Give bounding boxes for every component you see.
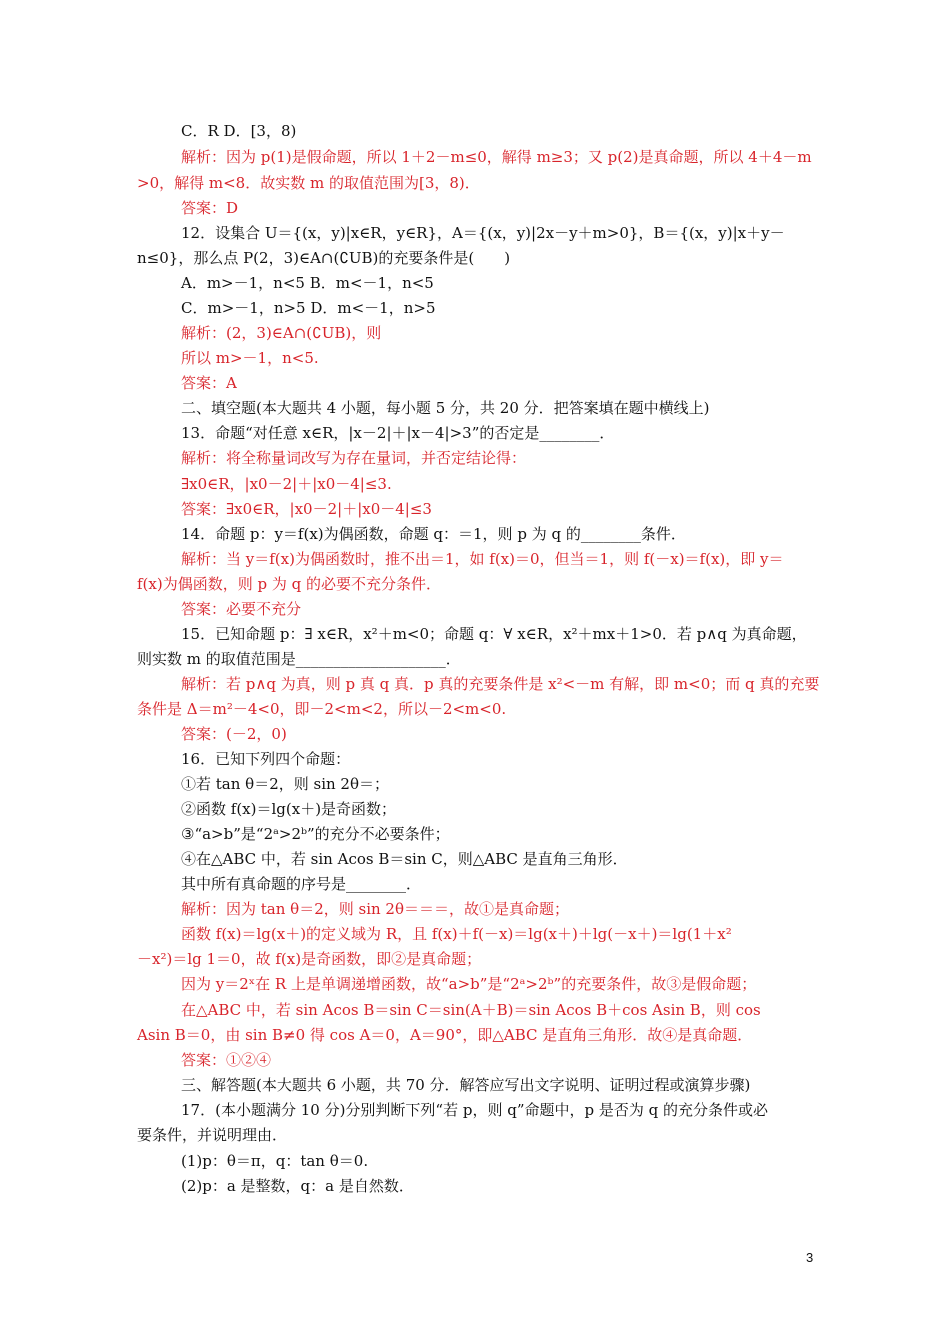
- text-line: 在△ABC 中，若 sin Acos B＝sin C＝sin(A＋B)＝sin Acos B＋cos Asin B，则 cos: [181, 1001, 761, 1019]
- text-line: 函数 f(x)＝lg(x＋)的定义域为 R，且 f(x)＋f(－x)＝lg(x＋)＋lg(－x＋)＝lg(1＋x²: [181, 925, 732, 943]
- text-line: 解析：当 y＝f(x)为偶函数时，推不出＝1，如 f(x)＝0，但当＝1，则 f(－x)＝f(x)，即 y＝: [181, 550, 784, 568]
- text-line: 则实数 m 的取值范围是____________________．: [137, 650, 461, 668]
- text-line: (2)p：a 是整数，q：a 是自然数．: [181, 1177, 414, 1195]
- text-line: 答案：D: [181, 199, 239, 217]
- text-line: 15．已知命题 p：∃ x∈R，x²＋m<0；命题 q：∀ x∈R，x²＋mx＋1>0．若 p∧q 为真命题，: [181, 625, 807, 643]
- text-line: ②函数 f(x)＝lg(x＋)是奇函数；: [181, 800, 397, 818]
- text-line: 三、解答题(本大题共 6 小题，共 70 分．解答应写出文字说明、证明过程或演算步骤): [181, 1076, 751, 1094]
- text-line: ①若 tan θ＝2，则 sin 2θ＝；: [181, 775, 390, 793]
- text-line: ∃x0∈R，|x0－2|＋|x0－4|≤3.: [181, 475, 392, 493]
- text-line: 答案：∃x0∈R，|x0－2|＋|x0－4|≤3: [181, 500, 432, 518]
- text-line: 解析：因为 p(1)是假命题，所以 1＋2－m≤0，解得 m≥3；又 p(2)是真命题，所以 4＋4－m: [181, 148, 812, 166]
- text-line: 解析：若 p∧q 为真，则 p 真 q 真．p 真的充要条件是 x²<－m 有解，即 m<0；而 q 真的充要: [181, 675, 820, 693]
- text-line: C．m>－1，n>5 D．m<－1，n>5: [181, 299, 436, 317]
- text-line: 解析：因为 tan θ＝2，则 sin 2θ＝＝＝，故①是真命题；: [181, 900, 570, 918]
- text-line: 因为 y＝2ˣ在 R 上是单调递增函数，故“a>b”是“2ᵃ>2ᵇ”的充要条件，故③是假命题；: [181, 975, 757, 993]
- text-line: 二、填空题(本大题共 4 小题，每小题 5 分，共 20 分．把答案填在题中横线上): [181, 399, 710, 417]
- text-line: －x²)＝lg 1＝0，故 f(x)是奇函数，即②是真命题；: [137, 950, 482, 968]
- text-line: A．m>－1，n<5 B．m<－1，n<5: [181, 274, 434, 292]
- text-line: >0，解得 m<8．故实数 m 的取值范围为[3，8)．: [137, 174, 480, 192]
- text-line: 答案：(－2，0): [181, 725, 287, 743]
- text-line: n≤0}，那么点 P(2，3)∈A∩(∁UB)的充要条件是( ): [137, 249, 511, 267]
- text-line: 17．(本小题满分 10 分)分别判断下列“若 p，则 q”命题中，p 是否为 q 的充分条件或必: [181, 1101, 769, 1119]
- text-line: ④在△ABC 中，若 sin Acos B＝sin C，则△ABC 是直角三角形．: [181, 850, 628, 868]
- text-line: f(x)为偶函数，则 p 为 q 的必要不充分条件．: [137, 575, 441, 593]
- text-line: 条件是 Δ＝m²－4<0，即－2<m<2，所以－2<m<0.: [137, 700, 507, 718]
- text-line: 13．命题“对任意 x∈R，|x－2|＋|x－4|>3”的否定是________．: [181, 424, 615, 442]
- text-line: 解析：将全称量词改写为存在量词，并否定结论得：: [181, 449, 527, 467]
- text-line: 解析：(2，3)∈A∩(∁UB)，则: [181, 324, 382, 342]
- text-line: C．R D．[3，8): [181, 122, 297, 140]
- text-line: 16．已知下列四个命题：: [181, 750, 351, 768]
- text-line: 答案：A: [181, 374, 237, 392]
- text-line: (1)p：θ＝π，q：tan θ＝0.: [181, 1152, 369, 1170]
- text-line: 要条件，并说明理由．: [137, 1126, 288, 1144]
- text-line: ③“a>b”是“2ᵃ>2ᵇ”的充分不必要条件；: [181, 825, 450, 843]
- text-line: Asin B＝0，由 sin B≠0 得 cos A＝0，A＝90°，即△ABC 是直角三角形．故④是真命题．: [137, 1026, 753, 1044]
- text-line: 答案：必要不充分: [181, 600, 302, 618]
- text-line: 所以 m>－1，n<5.: [181, 349, 319, 367]
- text-line: 12．设集合 U＝{(x，y)|x∈R，y∈R}，A＝{(x，y)|2x－y＋m>0}，B＝{(x，y)|x＋y－: [181, 224, 785, 242]
- page-number: 3: [806, 1250, 814, 1265]
- text-line: 14．命题 p：y＝f(x)为偶函数，命题 q：＝1，则 p 为 q 的________条件．: [181, 525, 686, 543]
- text-line: 答案：①②④: [181, 1051, 272, 1069]
- text-line: 其中所有真命题的序号是________．: [181, 875, 422, 893]
